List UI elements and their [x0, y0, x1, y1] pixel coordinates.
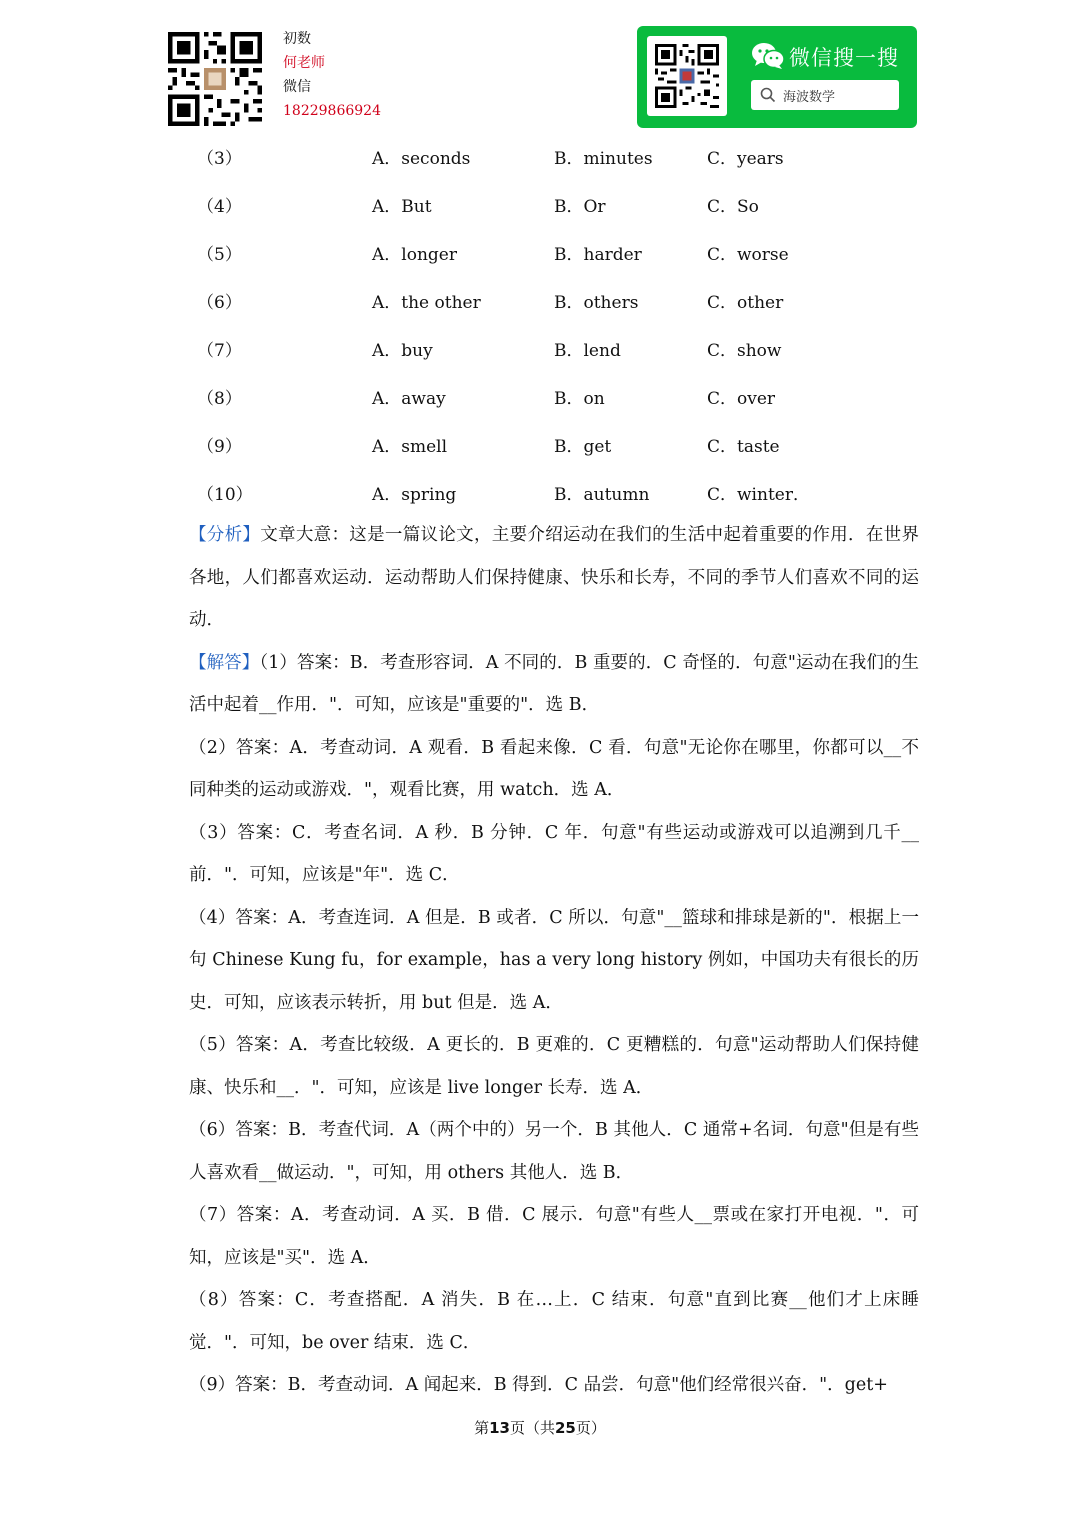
- option-a: A．longer: [372, 245, 457, 265]
- total-pages: 25: [555, 1419, 576, 1437]
- question-number: （3）: [197, 149, 242, 169]
- option-a: A．seconds: [372, 149, 471, 169]
- banner-search-text: 海波数学: [783, 90, 836, 105]
- answer-paragraph: （9）答案：B．考查动词．A 闻起来．B 得到．C 品尝．句意"他们经常很兴奋．"．get+: [189, 1375, 888, 1395]
- footer-prefix: 第: [474, 1419, 490, 1437]
- option-a: A．buy: [372, 341, 433, 361]
- option-a: A．the other: [372, 293, 481, 313]
- current-page-number: 13: [489, 1419, 510, 1437]
- answer-paragraph: （4）答案：A．考查连词．A 但是．B 或者．C 所以．句意"__篮球和排球是新的"．根据上一句 Chinese Kung fu，for example，has a very long history 例如，中国功夫有很长的历史．可知，应该表示转折，用 but 但是．选 A．: [189, 907, 919, 1013]
- option-b: B．lend: [554, 341, 621, 361]
- answer-paragraph: （3）答案：C．考查名词．A 秒．B 分钟．C 年．句意"有些运动或游戏可以追溯到几千__前．"．可知，应该是"年"．选 C．: [189, 822, 919, 885]
- answer-paragraph: （5）答案：A．考查比较级．A 更长的．B 更难的．C 更糟糕的．句意"运动帮助人们保持健康、快乐和__．"．可知，应该是 live longer 长寿．选 A．: [189, 1035, 919, 1098]
- option-a: A．smell: [372, 437, 448, 457]
- option-b: B．get: [554, 437, 612, 457]
- analysis-text: 文章大意：这是一篇议论文，主要介绍运动在我们的生活中起着重要的作用．在世界各地，人们都喜欢运动．运动帮助人们保持健康、快乐和长寿，不同的季节人们喜欢不同的运动．: [189, 525, 919, 630]
- contact-info: [283, 27, 381, 123]
- answer-paragraph: （6）答案：B．考查代词．A（两个中的）另一个．B 其他人．C 通常+名词．句意"但是有些人喜欢看__做运动．"，可知，用 others 其他人．选 B．: [189, 1120, 919, 1183]
- page-header: [0, 0, 1080, 140]
- option-row: [0, 276, 1080, 324]
- banner-search-box[interactable]: [751, 80, 899, 110]
- question-number: （7）: [197, 341, 242, 361]
- option-c: C．worse: [707, 245, 789, 265]
- footer-suffix: 页）: [575, 1419, 606, 1437]
- option-b: B．Or: [554, 197, 606, 217]
- contact-platform: 微信: [283, 79, 311, 95]
- answer-paragraph: （2）答案：A．考查动词．A 观看．B 看起来像．C 看．句意"无论你在哪里，你都可以__不同种类的运动或游戏．"，观看比赛，用 watch．选 A．: [189, 737, 919, 800]
- banner-qr-code: [647, 36, 727, 116]
- answer-paragraph: [189, 642, 919, 727]
- analysis-tag: 【分析】: [189, 525, 261, 545]
- option-b: B．on: [554, 389, 605, 409]
- qr-code-icon: [168, 32, 262, 126]
- option-c: C．show: [707, 341, 782, 361]
- option-c: C．taste: [707, 437, 780, 457]
- option-row: [0, 420, 1080, 468]
- option-a: A．spring: [372, 485, 457, 505]
- option-row: [0, 228, 1080, 276]
- option-c: C．other: [707, 293, 784, 313]
- option-row: [0, 132, 1080, 180]
- wechat-search-banner: [637, 26, 917, 128]
- option-b: B．autumn: [554, 485, 650, 505]
- option-c: C．over: [707, 389, 776, 409]
- banner-title: 微信搜一搜: [789, 46, 899, 70]
- option-a: A．But: [372, 197, 432, 217]
- option-c: C．winter．: [707, 485, 810, 505]
- question-number: （8）: [197, 389, 242, 409]
- contact-subject: 初数: [283, 31, 311, 47]
- question-number: （6）: [197, 293, 242, 313]
- option-b: B．others: [554, 293, 639, 313]
- option-c: C．years: [707, 149, 784, 169]
- option-row: [0, 324, 1080, 372]
- contact-name: 何老师: [283, 55, 325, 71]
- explanation-section: [189, 514, 919, 1407]
- qr-code-icon: [655, 44, 719, 108]
- option-b: B．harder: [554, 245, 642, 265]
- page-footer: [0, 1417, 1080, 1438]
- question-number: （10）: [197, 485, 253, 505]
- option-b: B．minutes: [554, 149, 653, 169]
- contact-phone: 18229866924: [283, 103, 381, 119]
- footer-middle: 页（共: [509, 1419, 555, 1437]
- option-row: [0, 468, 1080, 516]
- option-a: A．away: [372, 389, 446, 409]
- answer-paragraph: （8）答案：C．考查搭配．A 消失．B 在…上．C 结束．句意"直到比赛__他们才上床睡觉．"．可知，be over 结束．选 C．: [189, 1290, 919, 1353]
- answer-tag: 【解答】: [189, 652, 260, 673]
- question-number: （4）: [197, 197, 242, 217]
- question-number: （5）: [197, 245, 242, 265]
- option-c: C．So: [707, 197, 759, 217]
- analysis-paragraph: [189, 514, 919, 642]
- option-row: [0, 372, 1080, 420]
- search-icon: [760, 87, 776, 103]
- options-list: [0, 132, 1080, 516]
- wechat-logo-icon: [751, 42, 785, 70]
- question-number: （9）: [197, 437, 242, 457]
- answer-paragraph: （7）答案：A．考查动词．A 买．B 借．C 展示．句意"有些人__票或在家打开电视．"．可知，应该是"买"．选 A．: [189, 1205, 919, 1268]
- answer-item: （1）答案：B．考查形容词．A 不同的．B 重要的．C 奇怪的．句意"运动在我们的生活中起着__作用．"．可知，应该是"重要的"．选 B．: [189, 652, 920, 715]
- option-row: [0, 180, 1080, 228]
